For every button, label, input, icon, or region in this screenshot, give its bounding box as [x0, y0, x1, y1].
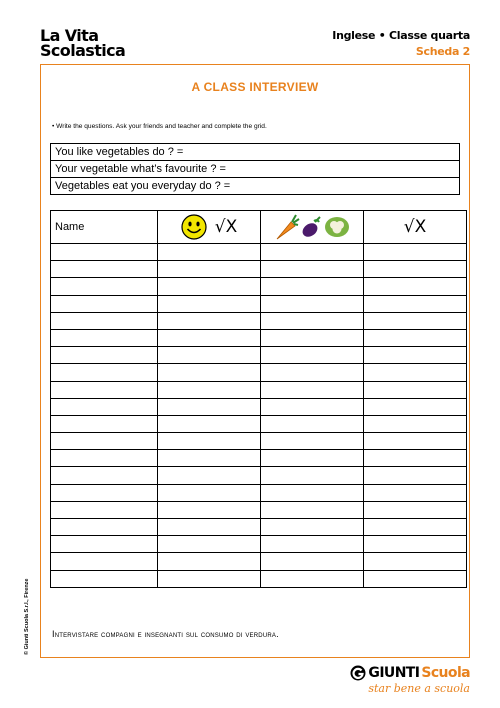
like-cell[interactable] [158, 312, 261, 329]
everyday-cell[interactable] [364, 570, 467, 587]
name-cell[interactable] [51, 467, 158, 484]
grid-header-row [51, 211, 467, 244]
vegetable-cell[interactable] [261, 347, 364, 364]
vegetable-cell[interactable] [261, 415, 364, 432]
like-cell[interactable] [158, 278, 261, 295]
grid-row [51, 484, 467, 501]
giunti-scuola-logo [350, 665, 470, 695]
everyday-cell[interactable] [364, 519, 467, 536]
name-cell[interactable] [51, 364, 158, 381]
vegetable-cell[interactable] [261, 312, 364, 329]
header-info [332, 29, 470, 58]
like-cell[interactable] [158, 347, 261, 364]
vegetable-header [261, 211, 364, 244]
name-cell[interactable] [51, 347, 158, 364]
everyday-cell[interactable] [364, 450, 467, 467]
everyday-cell[interactable] [364, 312, 467, 329]
grid-row [51, 347, 467, 364]
grid-row [51, 501, 467, 518]
like-cell[interactable] [158, 261, 261, 278]
vegetable-cell[interactable] [261, 261, 364, 278]
like-cell[interactable] [158, 244, 261, 261]
vegetable-cell[interactable] [261, 536, 364, 553]
grid-row [51, 536, 467, 553]
tick-cross-everyday: √X [403, 217, 427, 237]
like-cell[interactable] [158, 398, 261, 415]
name-cell[interactable] [51, 570, 158, 587]
vegetable-cell[interactable] [261, 484, 364, 501]
footnote-text [52, 629, 279, 639]
vegetable-cell[interactable] [261, 450, 364, 467]
name-cell[interactable] [51, 381, 158, 398]
vegetable-cell[interactable] [261, 381, 364, 398]
grid-body [51, 244, 467, 588]
everyday-cell[interactable] [364, 433, 467, 450]
vegetable-cell[interactable] [261, 329, 364, 346]
name-cell[interactable] [51, 450, 158, 467]
like-cell[interactable] [158, 484, 261, 501]
like-cell[interactable] [158, 553, 261, 570]
question-row [51, 178, 460, 195]
sheet-label: Scheda 2 [415, 45, 470, 58]
vegetable-cell[interactable] [261, 244, 364, 261]
vegetable-cell[interactable] [261, 398, 364, 415]
grid-row [51, 295, 467, 312]
question-3[interactable]: Vegetables eat you everyday do ? = [51, 178, 460, 195]
interview-grid [50, 210, 467, 588]
carrot-icon [274, 213, 300, 241]
name-cell[interactable] [51, 261, 158, 278]
name-cell[interactable] [51, 415, 158, 432]
question-2[interactable]: Your vegetable what’s favourite ? = [51, 161, 460, 178]
everyday-cell[interactable] [364, 398, 467, 415]
vegetable-cell[interactable] [261, 570, 364, 587]
everyday-cell[interactable] [364, 467, 467, 484]
like-cell[interactable] [158, 536, 261, 553]
name-cell[interactable] [51, 295, 158, 312]
brand-part-b: Scuola [421, 665, 470, 681]
like-cell[interactable] [158, 570, 261, 587]
like-cell[interactable] [158, 329, 261, 346]
giunti-logo-icon [350, 665, 366, 681]
grid-row [51, 519, 467, 536]
question-1[interactable]: You like vegetables do ? = [51, 144, 460, 161]
everyday-cell[interactable] [364, 261, 467, 278]
questions-table [50, 143, 460, 195]
vegetable-cell[interactable] [261, 467, 364, 484]
instruction-text: • Write the questions. Ask your friends and teacher and complete the grid. [52, 123, 267, 130]
like-cell[interactable] [158, 519, 261, 536]
vegetable-cell[interactable] [261, 278, 364, 295]
everyday-cell[interactable] [364, 381, 467, 398]
eat-everyday-header [364, 211, 467, 244]
name-cell[interactable] [51, 536, 158, 553]
grid-row [51, 329, 467, 346]
name-cell[interactable] [51, 501, 158, 518]
grid-row [51, 381, 467, 398]
logo-line-2: Scolastica [40, 41, 126, 60]
like-cell[interactable] [158, 501, 261, 518]
like-header [158, 211, 261, 244]
vegetable-cell[interactable] [261, 519, 364, 536]
question-row [51, 144, 460, 161]
tick-cross-like: √X [214, 217, 238, 237]
like-cell[interactable] [158, 415, 261, 432]
name-cell[interactable] [51, 244, 158, 261]
everyday-cell[interactable] [364, 364, 467, 381]
everyday-cell[interactable] [364, 295, 467, 312]
like-cell[interactable] [158, 467, 261, 484]
name-cell[interactable] [51, 329, 158, 346]
smiley-icon [181, 214, 207, 240]
everyday-cell[interactable] [364, 501, 467, 518]
like-cell[interactable] [158, 433, 261, 450]
like-cell[interactable] [158, 364, 261, 381]
vegetable-cell[interactable] [261, 501, 364, 518]
la-vita-scolastica-logo [40, 28, 125, 58]
copyright-text: © Giunti Scuola S.r.l., Firenze [24, 578, 30, 655]
everyday-cell[interactable] [364, 347, 467, 364]
logo-line-1: La Vita [40, 26, 99, 45]
brand-tagline: star bene a scuola [368, 682, 470, 695]
grid-row [51, 450, 467, 467]
everyday-cell[interactable] [364, 415, 467, 432]
name-cell[interactable] [51, 278, 158, 295]
grid-row [51, 570, 467, 587]
grid-row [51, 467, 467, 484]
grid-row [51, 553, 467, 570]
vegetable-cell[interactable] [261, 553, 364, 570]
footnote-label: Intervistare compagni e insegnanti sul consumo di verdura. [52, 629, 279, 639]
vegetable-cell[interactable] [261, 295, 364, 312]
name-cell[interactable] [51, 312, 158, 329]
everyday-cell[interactable] [364, 244, 467, 261]
page-frame-bottom [40, 657, 470, 658]
name-cell[interactable] [51, 484, 158, 501]
vegetable-cell[interactable] [261, 433, 364, 450]
grid-row [51, 364, 467, 381]
name-cell[interactable] [51, 398, 158, 415]
name-cell[interactable] [51, 553, 158, 570]
grid-row [51, 312, 467, 329]
vegetable-cell[interactable] [261, 364, 364, 381]
everyday-cell[interactable] [364, 553, 467, 570]
like-cell[interactable] [158, 450, 261, 467]
worksheet-title: A CLASS INTERVIEW [191, 80, 319, 94]
grid-row [51, 244, 467, 261]
brand-part-a: GIUNTI [368, 665, 420, 681]
grid-row [51, 433, 467, 450]
grid-row [51, 261, 467, 278]
like-cell[interactable] [158, 295, 261, 312]
everyday-cell[interactable] [364, 536, 467, 553]
grid-row [51, 278, 467, 295]
everyday-cell[interactable] [364, 484, 467, 501]
like-cell[interactable] [158, 381, 261, 398]
name-cell[interactable] [51, 433, 158, 450]
everyday-cell[interactable] [364, 278, 467, 295]
name-header: Name [51, 211, 158, 244]
grid-row [51, 415, 467, 432]
name-cell[interactable] [51, 519, 158, 536]
subject-label: Inglese • Classe quarta [332, 29, 470, 42]
everyday-cell[interactable] [364, 329, 467, 346]
grid-row [51, 398, 467, 415]
question-row [51, 161, 460, 178]
cauliflower-icon [324, 215, 350, 239]
eggplant-icon [300, 214, 324, 240]
giunti-brand [350, 665, 470, 681]
